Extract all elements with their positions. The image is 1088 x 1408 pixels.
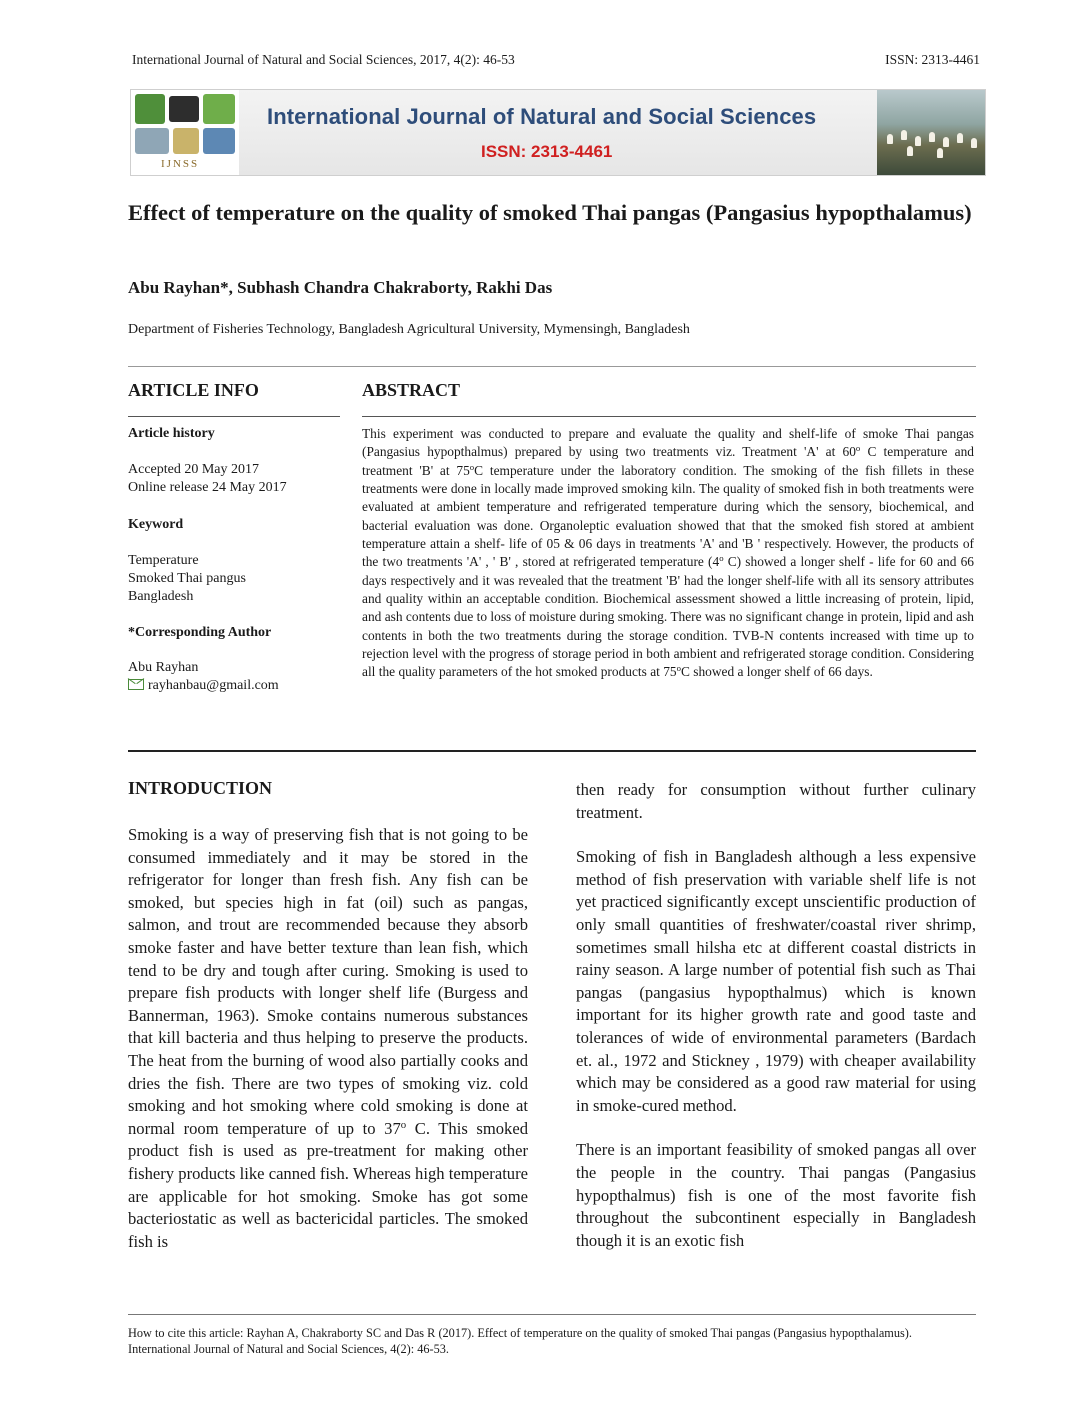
keyword-item: Bangladesh (128, 589, 194, 605)
divider-top (128, 366, 976, 367)
journal-banner (130, 89, 986, 176)
author-email[interactable] (128, 677, 340, 695)
banner-photo-birds (877, 90, 985, 175)
envelope-icon (128, 679, 144, 690)
running-header-issn: ISSN: 2313-4461 (885, 52, 980, 67)
footnote-divider (128, 1314, 976, 1315)
banner-journal-name: International Journal of Natural and Social Sciences (267, 104, 817, 129)
keyword-label: Keyword (128, 516, 184, 532)
article-authors: Abu Rayhan*, Subhash Chandra Chakraborty, Rakhi Das (128, 278, 553, 297)
abstract-heading: ABSTRACT (362, 380, 461, 400)
body-column-left (128, 824, 528, 1253)
introduction-heading: INTRODUCTION (128, 778, 273, 798)
online-release-date: Online release 24 May 2017 (128, 480, 287, 496)
divider-abstract (362, 416, 976, 417)
accepted-date: Accepted 20 May 2017 (128, 462, 260, 478)
intro-paragraph-1: Smoking is a way of preserving fish that is not going to be consumed immediately and it may be stored in the refrigerator for longer than fresh fish. Any fish can be smoked, but species high in fat (oil) such as pangas, salmon, and trout are recommended because they absorb smoke faster and have better texture than lean fish, which tend to be dry and tough after curing. Smoking is used to prepare fish products with longer shelf life (Burgess and Bannerman, 1963). Smoke contains numerous substances that kill bacteria and thus helping to preserve the products. The heat from the burning of wood also partially cooks and dries the fish. There are two types of smoking viz. cold smoking and hot smoking where cold smoking is done at normal room temperature of up to 37$^o$ C. This smoked product fish is used as pre-treatment for making other fishery products like canned fish. Whereas high temperature are applicable for hot smoking. Smoke has got some bacteriostatic as well as bactericidal particles. The smoked fish is (128, 825, 529, 1251)
body-column-right (576, 779, 976, 1252)
article-info-heading: ARTICLE INFO (128, 380, 259, 400)
divider-info (128, 416, 340, 417)
intro-paragraph-1-continued: then ready for consumption without further culinary treatment. (576, 780, 976, 822)
corresponding-author-name: Abu Rayhan (128, 659, 199, 675)
abstract-text: This experiment was conducted to prepare and evaluate the quality and shelf-life of smoke Thai pangas (Pangasius hypopthalmus) prepared by using two treatments viz. Treatment 'A' at 60$^o$ C temperature and treatment 'B' at 75$^o$C temperature under the laboratory condition. The smoking of the fish fillets in these treatments were done in locally made improved smoking kiln. The quality of smoked fish in both treatments were evaluated at ambient temperature and refrigerated temperature during which the sensory, biochemical, and bacterial evaluation was done. Organoleptic evaluation showed that that the smoked fish stored at ambient temperature attain a shelf- life of 05 & 06 days in treatments 'A' and 'B ' respectively. However, the products of the two treatments 'A' , ' B' , stored at refrigerated temperature (4$^o$ C) showed a longer shelf - life for 60 and 66 days respectively and it was revealed that the treatment 'B' had the longer shelf-life with all its sensory attributes and quality within an acceptable condition. Biochemical assessment showed a little increasing of protein, lipid, and ash contents due to loss of moisture during smoking. There was no significant change in protein, lipid and ash contents in both the two treatments during the storage condition. TVB-N contents increased with time up to rejection level with the progress of storage period in both ambient and refrigerated storage condition. Considering all the quality parameters of the hot smoked products at 75$^o$C showed a longer shelf of 66 days. (362, 426, 975, 680)
article-info-panel (128, 425, 340, 695)
keyword-item: Temperature (128, 552, 199, 568)
banner-logo-collage (131, 90, 239, 175)
intro-paragraph-2: Smoking of fish in Bangladesh although a less expensive method of fish preservation with variable shelf life is not yet practiced significantly except unscientific production of only small quantities of freshwater/coastal river shrimp, sometimes small hilsha etc at different coastal districts in rainy season. A large number of potential fish such as Thai pangas (pangasius hypopthalmus) which is known important for its higher growth rate and good taste and tolerances of wide of environmental parameters (Bardach et. al., 1972 and Stickney , 1979) with cheaper availability which may be considered as a good raw material for using in smoke-cured method. (576, 847, 976, 1115)
corresponding-author-label: *Corresponding Author (128, 625, 272, 641)
keyword-item: Smoked Thai pangus (128, 571, 246, 587)
author-affiliation: Department of Fisheries Technology, Bangladesh Agricultural University, Mymensingh, Bangladesh (128, 322, 690, 337)
divider-bottom (128, 750, 976, 752)
how-to-cite: How to cite this article: Rayhan A, Chakraborty SC and Das R (2017). Effect of temperature on the quality of smoked Thai pangas (Pangasius hypopthalamus). International Journal of Natural and Social Sciences, 4(2): 46-53. (128, 1326, 912, 1356)
banner-issn: ISSN: 2313-4461 (481, 142, 613, 161)
author-email-text[interactable]: rayhanbau@gmail.com (148, 677, 279, 693)
banner-abbreviation: IJNSS (161, 158, 200, 170)
running-header-citation: International Journal of Natural and Social Sciences, 2017, 4(2): 46-53 (132, 52, 515, 67)
intro-paragraph-3: There is an important feasibility of smoked pangas all over the people in the country. Thai pangas (Pangasius hypopthalmus) fish is one of the most favorite fish throughout the subcontinent especially in Bangladesh though it is an exotic fish (576, 1140, 976, 1250)
article-history-label: Article history (128, 426, 215, 441)
article-title: Effect of temperature on the quality of smoked Thai pangas (Pangasius hypopthalamus) (128, 200, 972, 225)
